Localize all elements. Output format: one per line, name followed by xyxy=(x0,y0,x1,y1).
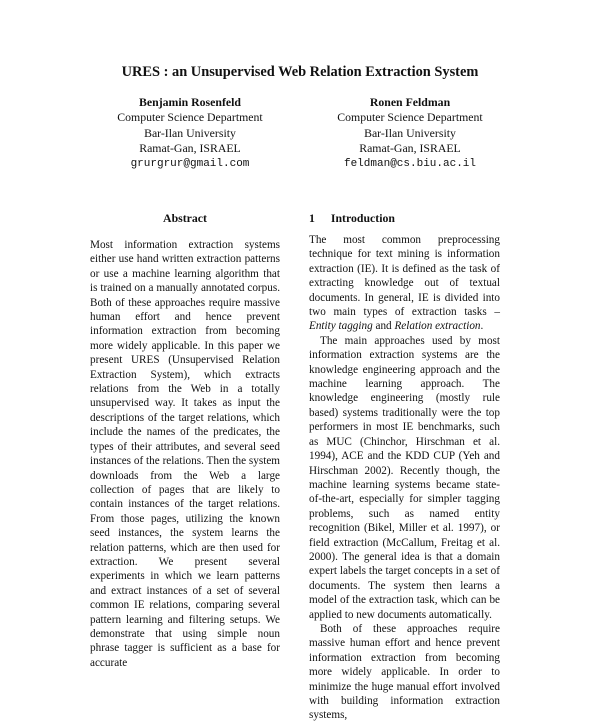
paper-title: URES : an Unsupervised Web Relation Extraction System xyxy=(121,64,479,80)
section-number: 1 xyxy=(309,211,315,225)
author-university: Bar-Ilan University xyxy=(144,125,236,140)
author-email[interactable]: feldman@cs.biu.ac.il xyxy=(343,157,477,170)
abstract-body xyxy=(90,238,280,670)
author-department: Computer Science Department xyxy=(117,110,263,125)
author-location: Ramat-Gan, ISRAEL xyxy=(359,141,461,156)
intro-p1-start: The most common preprocessing technique for text mining is information extraction (IE). It is defined as the task of extracting knowledge out of textual documents. In general, IE is divided into two main types of extraction tasks – xyxy=(309,234,500,319)
intro-term-relation-extraction: Relation extraction xyxy=(394,320,481,333)
intro-paragraph-2: The main approaches used by most information extraction systems are the knowledge engineering approach and the machine learning approach. The knowledge engineering (mostly rule based) systems traditionally were the top performers in most IE benchmarks, such as MUC (Chinchor, Hirschman et al. 1994), ACE and the KDD CUP (Yeh and Hirschman 2002). Recently though, the machine learning systems became state-of-the-art, especially for simpler tagging problems, such as named entity recognition (Bikel, Miller et al. 1997), or field extraction (McCallum, Freitag et al. 2000). The general idea is that a domain expert labels the target concepts in a set of documents. The system then learns a model of the extraction task, which can be applied to new documents automatically. xyxy=(309,334,500,621)
author-name: Benjamin Rosenfeld xyxy=(139,95,241,109)
author-university: Bar-Ilan University xyxy=(364,125,456,140)
section-title: Introduction xyxy=(330,211,395,225)
intro-paragraph-1 xyxy=(309,233,500,334)
author-department: Computer Science Department xyxy=(337,110,483,125)
author-name: Ronen Feldman xyxy=(369,95,451,109)
abstract-heading: Abstract xyxy=(163,211,207,225)
author-location: Ramat-Gan, ISRAEL xyxy=(139,141,241,156)
introduction-heading xyxy=(309,211,395,225)
intro-p1-end: . xyxy=(480,320,484,333)
author-email[interactable]: grurgrur@gmail.com xyxy=(130,157,250,170)
introduction-body xyxy=(309,233,500,723)
intro-p1-and: and xyxy=(372,320,395,333)
intro-term-entity-tagging: Entity tagging xyxy=(309,320,373,333)
author-block-1 xyxy=(80,95,300,172)
abstract-paragraph: Most information extraction systems either use hand written extraction patterns or use a machine learning algorithm that is trained on a manually annotated corpus. Both of these approaches require massive human effort and hence prevent information extraction from becoming more widely applicable. In this paper we present URES (Unsupervised Relation Extraction System), which extracts relations from the Web in a totally unsupervised way. It takes as input the descriptions of the target relations, which include the names of the predicates, the types of their attributes, and several seed instances of the relations. Then the system downloads from the Web a large collection of pages that are likely to contain instances of the target relations. From those pages, utilizing the known seed instances, the system learns the relation patterns, which are then used for extraction. We present several experiments in which we learn patterns and extract instances of a set of several common IE relations, comparing several pattern learning and filtering setups. We demonstrate that using simple noun phrase tagger is sufficient as a base for accurate xyxy=(90,239,280,669)
intro-paragraph-3: Both of these approaches require massive human effort and hence prevent information extraction from becoming more widely applicable. In order to minimize the huge manual effort involved with building information extraction systems, xyxy=(309,622,500,722)
author-block-2 xyxy=(300,95,520,172)
